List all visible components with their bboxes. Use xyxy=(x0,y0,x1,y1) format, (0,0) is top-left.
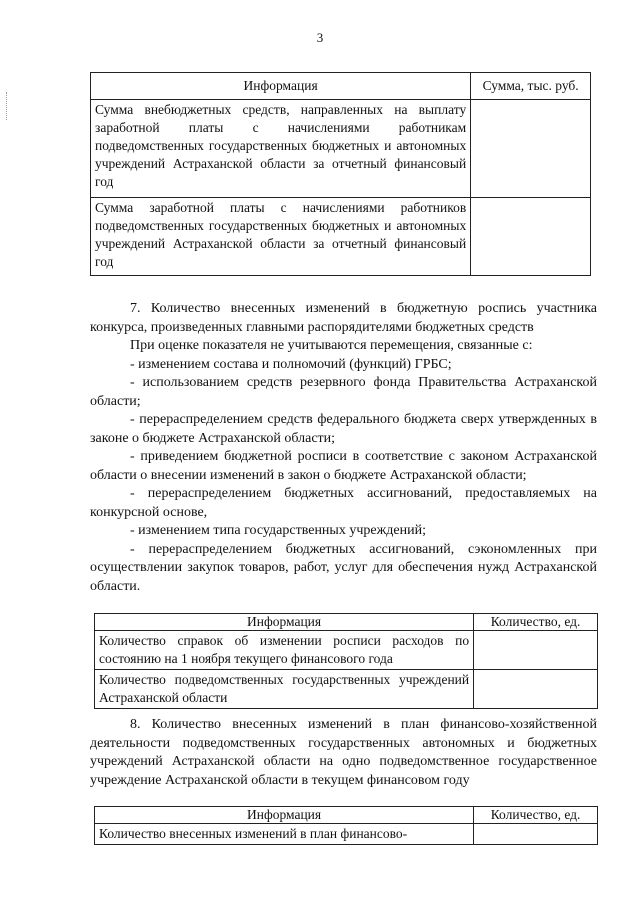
section-heading: 7. Количество внесенных изменений в бюджетную роспись участника конкурса, произведенных главными распорядителями бюджетных средств xyxy=(90,301,597,335)
list-item: - перераспределением бюджетных ассигнований, сэкономленных при осуществлении закупок товаров, работ, услуг для обеспечения нужд Астраханской области. xyxy=(90,541,597,594)
budget-changes-table xyxy=(94,613,598,709)
list-item: - приведением бюджетной росписи в соответствие с законом Астраханской области о внесении изменений в закон о бюджете Астраханской области; xyxy=(90,449,597,483)
table-header: Количество, ед. xyxy=(474,614,598,631)
page-number: 3 xyxy=(316,30,324,45)
list-item: - перераспределением бюджетных ассигнований, предоставляемых на конкурсной основе, xyxy=(90,486,597,520)
table-cell xyxy=(471,100,591,198)
plan-changes-table xyxy=(94,806,598,845)
table-cell xyxy=(474,670,598,709)
table-cell: Сумма заработной платы с начислениями работников подведомственных государственных бюджетных и автономных учреждений Астраханской области за отчетный финансовый год xyxy=(91,198,471,276)
table-header: Информация xyxy=(95,807,474,824)
table-cell: Сумма внебюджетных средств, направленных на выплату заработной платы с начислениями работникам подведомственных государственных бюджетных и автономных учреждений Астраханской области за отчетный финансовый год xyxy=(91,100,471,198)
table-cell xyxy=(474,824,598,845)
section-heading: 8. Количество внесенных изменений в план финансово-хозяйственной деятельности подведомственных государственных автономных и бюджетных учреждений Астраханской области на одно подведомственное государственное учреждение Астраханской области в текущем финансовом году xyxy=(90,717,597,788)
list-item: - перераспределением средств федерального бюджета сверх утвержденных в законе о бюджете Астраханской области; xyxy=(90,412,597,446)
table-cell: Количество справок об изменении росписи расходов по состоянию на 1 ноября текущего финансового года xyxy=(95,631,474,670)
table-header: Информация xyxy=(91,73,471,100)
table-header: Количество, ед. xyxy=(474,807,598,824)
table-header: Сумма, тыс. руб. xyxy=(471,73,591,100)
margin-mark xyxy=(6,92,8,120)
list-item: - изменением состава и полномочий (функций) ГРБС; xyxy=(130,356,452,372)
table-cell: Количество внесенных изменений в план финансово- xyxy=(95,824,474,845)
list-item: - изменением типа государственных учреждений; xyxy=(130,523,426,538)
table-cell: Количество подведомственных государственных учреждений Астраханской области xyxy=(95,670,474,709)
table-cell xyxy=(471,198,591,276)
section-8 xyxy=(90,716,597,790)
section-7 xyxy=(90,300,597,596)
section-intro: При оценке показателя не учитываются перемещения, связанные с: xyxy=(130,338,533,353)
budget-salary-table xyxy=(90,72,591,276)
table-cell xyxy=(474,631,598,670)
table-header: Информация xyxy=(95,614,474,631)
list-item: - использованием средств резервного фонда Правительства Астраханской области; xyxy=(90,375,597,409)
